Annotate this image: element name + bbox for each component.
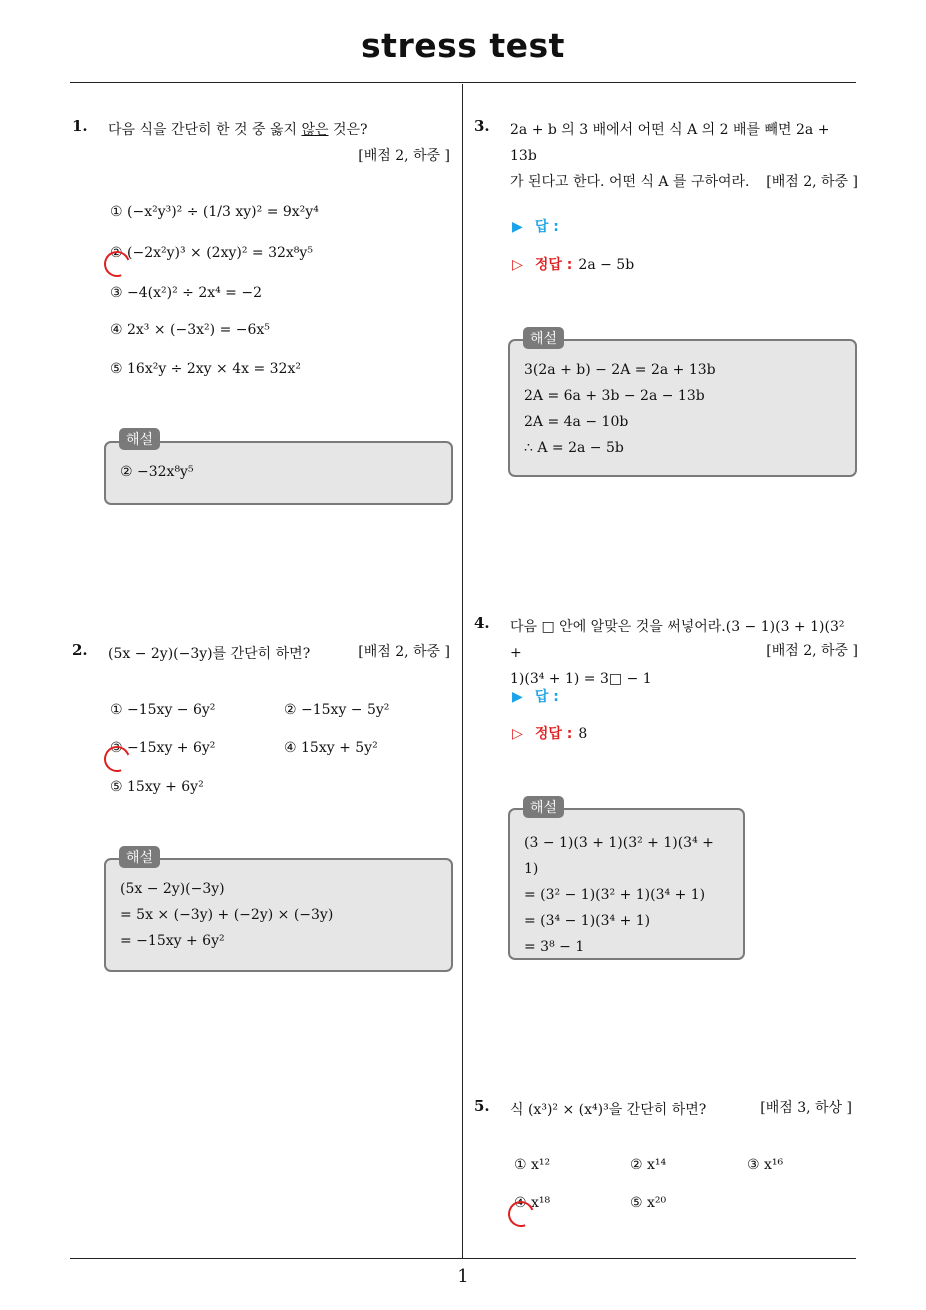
score-meta: [배점 2, 하중 ] bbox=[358, 644, 450, 660]
solution-line: ∴ A = 2a − 5b bbox=[524, 440, 624, 456]
column-divider bbox=[462, 84, 463, 1259]
score-meta: [배점 2, 하중 ] bbox=[766, 643, 858, 659]
correct-answer bbox=[512, 723, 587, 743]
option-5: ⑤ 16x²y ÷ 2xy × 4x = 32x² bbox=[110, 361, 301, 377]
option-1: ① (−x²y³)² ÷ (1/3 xy)² = 9x²y⁴ bbox=[110, 204, 319, 220]
option-5: ⑤ 15xy + 6y² bbox=[110, 779, 204, 795]
option-3: ③ x¹⁶ bbox=[747, 1157, 784, 1173]
correct-triangle-icon: ▷ bbox=[512, 257, 523, 273]
page-number: 1 bbox=[457, 1266, 469, 1287]
question-text: 다음 식을 간단히 한 것 중 옳지 않은 것은? bbox=[108, 122, 368, 138]
option-1: ① −15xy − 6y² bbox=[110, 702, 216, 718]
score-meta: [배점 3, 하상 ] bbox=[760, 1100, 852, 1116]
option-2: ② x¹⁴ bbox=[630, 1157, 667, 1173]
question-text: 식 (x³)² × (x⁴)³을 간단히 하면? bbox=[510, 1102, 707, 1118]
option-4: ④ 2x³ × (−3x²) = −6x⁵ bbox=[110, 322, 270, 338]
question-number: 1. bbox=[72, 117, 88, 135]
option-5: ⑤ x²⁰ bbox=[630, 1195, 667, 1211]
solution-line: = 3⁸ − 1 bbox=[524, 939, 585, 955]
solution-box bbox=[508, 339, 857, 477]
correct-answer bbox=[512, 254, 634, 274]
correct-value: 8 bbox=[578, 726, 588, 742]
answer-field[interactable] bbox=[512, 686, 559, 706]
option-2: ② −15xy − 5y² bbox=[284, 702, 390, 718]
question-number: 5. bbox=[474, 1097, 490, 1115]
option-3: ③ −15xy + 6y² bbox=[110, 740, 215, 756]
option-4: ④ 15xy + 5y² bbox=[284, 740, 378, 756]
score-meta: [배점 2, 하중 ] bbox=[766, 174, 858, 190]
question-number: 3. bbox=[474, 117, 490, 135]
solution-line: = −15xy + 6y² bbox=[120, 933, 225, 949]
option-2: ② (−2x²y)³ × (2xy)² = 32x⁸y⁵ bbox=[110, 245, 313, 261]
score-meta: [배점 2, 하중 ] bbox=[358, 148, 450, 164]
option-4: ④ x¹⁸ bbox=[514, 1195, 550, 1211]
answer-label: 답 : bbox=[534, 689, 559, 705]
question-number: 2. bbox=[72, 641, 88, 659]
correct-triangle-icon: ▷ bbox=[512, 726, 523, 742]
question-text: 다음 □ 안에 알맞은 것을 써넣어라.(3 − 1)(3 + 1)(3² + 1)(3⁴ + 1) = 3□ − 1 bbox=[510, 619, 845, 687]
correct-value: 2a − 5b bbox=[578, 257, 635, 273]
header-rule bbox=[70, 82, 856, 83]
solution-line: = 5x × (−3y) + (−2y) × (−3y) bbox=[120, 907, 334, 923]
document-title: stress test bbox=[361, 26, 565, 65]
solution-line: ② −32x⁸y⁵ bbox=[120, 464, 194, 480]
solution-box bbox=[508, 808, 745, 960]
solution-tab: 해설 bbox=[119, 846, 160, 868]
solution-tab: 해설 bbox=[523, 327, 564, 349]
solution-line: (3 − 1)(3 + 1)(3² + 1)(3⁴ + 1) bbox=[524, 835, 714, 877]
solution-line: 2A = 6a + 3b − 2a − 13b bbox=[524, 388, 705, 404]
solution-box bbox=[104, 441, 453, 505]
solution-tab: 해설 bbox=[523, 796, 564, 818]
option-1: ① x¹² bbox=[514, 1157, 551, 1173]
correct-label: 정답 : bbox=[534, 726, 573, 742]
footer-rule bbox=[70, 1258, 856, 1259]
correct-label: 정답 : bbox=[534, 257, 573, 273]
solution-box bbox=[104, 858, 453, 972]
solution-line: 2A = 4a − 10b bbox=[524, 414, 629, 430]
answer-label: 답 : bbox=[534, 219, 559, 235]
solution-line: (5x − 2y)(−3y) bbox=[120, 881, 225, 897]
solution-line: = (3² − 1)(3² + 1)(3⁴ + 1) bbox=[524, 887, 706, 903]
question-text: 2a + b 의 3 배에서 어떤 식 A 의 2 배를 빼면 2a + 13b 가 된다고 한다. 어떤 식 A 를 구하여라. bbox=[510, 122, 830, 190]
answer-triangle-icon: ▶ bbox=[512, 689, 523, 705]
solution-line: 3(2a + b) − 2A = 2a + 13b bbox=[524, 362, 716, 378]
question-text: (5x − 2y)(−3y)를 간단히 하면? bbox=[108, 646, 311, 662]
solution-tab: 해설 bbox=[119, 428, 160, 450]
question-number: 4. bbox=[474, 614, 490, 632]
solution-line: = (3⁴ − 1)(3⁴ + 1) bbox=[524, 913, 651, 929]
answer-field[interactable] bbox=[512, 216, 559, 236]
answer-triangle-icon: ▶ bbox=[512, 219, 523, 235]
option-3: ③ −4(x²)² ÷ 2x⁴ = −2 bbox=[110, 285, 262, 301]
